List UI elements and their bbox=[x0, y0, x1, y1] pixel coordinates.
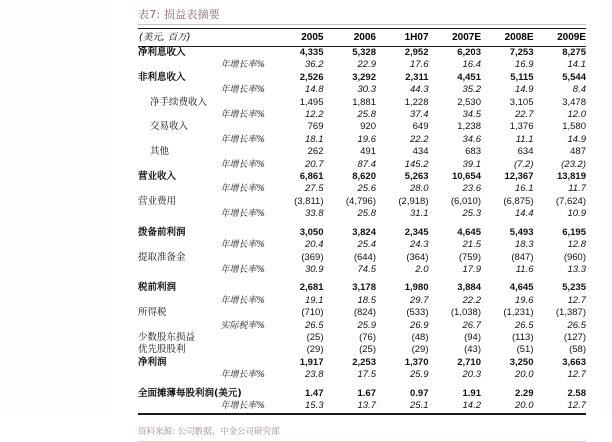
table-caption bbox=[110, 0, 602, 24]
row-subvalue: 39.1 bbox=[462, 158, 481, 170]
row-value: 1.91 bbox=[462, 387, 481, 399]
row-subvalue: 28.0 bbox=[410, 183, 429, 195]
row-value: (1,231) bbox=[503, 307, 534, 319]
row-subvalue: 19.6 bbox=[515, 294, 534, 306]
row-value: (6,875) bbox=[503, 195, 534, 207]
row-subvalue: 12.2 bbox=[305, 109, 324, 121]
row-subvalue: 74.5 bbox=[357, 263, 376, 275]
row-label: 其他 bbox=[150, 146, 170, 158]
row-value: 920 bbox=[360, 121, 376, 133]
row-subvalue: 22.7 bbox=[515, 109, 534, 121]
row-subvalue: 25.8 bbox=[357, 208, 376, 220]
row-subvalue: (7.2) bbox=[513, 158, 534, 170]
row-subvalue: 34.6 bbox=[462, 133, 481, 145]
row-subvalue: 26.5 bbox=[515, 319, 534, 331]
row-value: 1,495 bbox=[299, 96, 324, 108]
table-row bbox=[138, 171, 586, 183]
row-value: 2,952 bbox=[404, 47, 429, 58]
row-subvalue: 29.7 bbox=[410, 294, 429, 306]
column-header-2005: 2005 bbox=[271, 29, 324, 47]
row-value: 2,345 bbox=[404, 226, 429, 238]
table-subrow bbox=[138, 183, 586, 195]
table-subrow bbox=[138, 295, 586, 307]
table-caption-text: 表7: 损益表摘要 bbox=[138, 8, 221, 21]
source-note: 资料来源: 公司数据、中金公司研究部 bbox=[138, 426, 280, 437]
row-value: 5,493 bbox=[509, 226, 534, 238]
row-value: 0.97 bbox=[410, 387, 429, 399]
row-subvalue: 19.1 bbox=[305, 294, 324, 306]
row-value: (824) bbox=[353, 307, 376, 319]
row-value: 3,824 bbox=[352, 226, 376, 238]
row-label: 净利息收入 bbox=[138, 47, 186, 58]
row-label: 少数股东损益 bbox=[138, 331, 196, 343]
table-subrow bbox=[138, 264, 586, 276]
row-subvalue: 25.9 bbox=[410, 369, 429, 381]
row-value: 434 bbox=[412, 146, 429, 158]
row-subvalue: 26.9 bbox=[410, 319, 429, 331]
row-subvalue: 13.7 bbox=[357, 399, 376, 411]
row-subvalue: 17.5 bbox=[357, 369, 376, 381]
row-value: 2,526 bbox=[299, 71, 324, 83]
row-value: 1,376 bbox=[509, 121, 534, 133]
table-content-area bbox=[110, 0, 602, 437]
caption-divider bbox=[138, 24, 586, 25]
row-subvalue: 12.8 bbox=[567, 239, 586, 251]
row-value: 5,115 bbox=[510, 71, 534, 83]
row-value: (1,387) bbox=[555, 307, 586, 319]
row-subvalue: 22.2 bbox=[410, 133, 429, 145]
row-subvalue: 30.3 bbox=[357, 84, 376, 96]
row-value: 12,367 bbox=[504, 171, 534, 183]
row-sublabel: 实际税率% bbox=[220, 320, 265, 331]
row-value: (29) bbox=[411, 344, 429, 356]
table-row bbox=[138, 388, 586, 400]
row-value: 1,238 bbox=[457, 121, 481, 133]
row-subvalue: 20.7 bbox=[305, 158, 324, 170]
table-row bbox=[138, 332, 586, 344]
row-sublabel: 年增长率% bbox=[220, 85, 265, 96]
row-subvalue: 36.2 bbox=[305, 59, 324, 71]
row-label: 税前利润 bbox=[138, 282, 177, 294]
row-value: 1.47 bbox=[305, 387, 324, 399]
row-subvalue: 34.5 bbox=[462, 109, 481, 121]
row-label: 净手续费收入 bbox=[150, 96, 208, 108]
table-row bbox=[138, 47, 586, 60]
row-value: (364) bbox=[406, 251, 429, 263]
row-value: (3,811) bbox=[294, 195, 324, 207]
row-value: 4,451 bbox=[457, 71, 481, 83]
row-value: 2,311 bbox=[405, 71, 429, 83]
row-value: (76) bbox=[359, 331, 376, 343]
row-value: 8,275 bbox=[562, 47, 586, 58]
table-subrow bbox=[138, 369, 586, 381]
row-value: (759) bbox=[458, 251, 481, 263]
row-subvalue: 27.5 bbox=[305, 183, 324, 195]
row-subvalue: 13.3 bbox=[567, 263, 586, 275]
row-label: 交易收入 bbox=[150, 121, 189, 133]
row-sublabel: 年增长率% bbox=[220, 110, 265, 121]
row-subvalue: 31.1 bbox=[410, 208, 429, 220]
table-subrow bbox=[138, 84, 586, 96]
row-label: 优先股股利 bbox=[138, 344, 186, 356]
row-value: 1,370 bbox=[404, 356, 429, 368]
row-value: (710) bbox=[301, 307, 324, 319]
table-row bbox=[138, 357, 586, 369]
table-row bbox=[138, 282, 586, 294]
row-subvalue: 25.9 bbox=[357, 319, 376, 331]
table-row bbox=[138, 146, 586, 158]
row-value: 3,663 bbox=[562, 356, 586, 368]
row-sublabel: 年增长率% bbox=[220, 184, 265, 195]
row-value: (48) bbox=[411, 331, 429, 343]
row-value: 487 bbox=[570, 146, 586, 158]
row-label: 全面摊薄每股利润(美元) bbox=[138, 387, 242, 399]
row-value: 13,819 bbox=[556, 171, 586, 183]
row-subvalue: 14.1 bbox=[567, 59, 586, 71]
row-label: 提取准备金 bbox=[138, 251, 186, 263]
row-subvalue: 8.4 bbox=[572, 84, 586, 96]
table-row bbox=[138, 252, 586, 264]
row-subvalue: (23.2) bbox=[561, 158, 586, 170]
table-row bbox=[138, 196, 586, 208]
row-value: (43) bbox=[464, 344, 481, 356]
row-subvalue: 18.1 bbox=[305, 133, 324, 145]
column-header-2007e: 2007E bbox=[429, 29, 482, 47]
row-value: 10,654 bbox=[451, 171, 481, 183]
row-sublabel: 年增长率% bbox=[220, 295, 265, 306]
table-subrow bbox=[138, 59, 586, 71]
row-subvalue: 87.4 bbox=[357, 158, 376, 170]
row-value: (127) bbox=[563, 331, 586, 343]
table-subrow bbox=[138, 320, 586, 332]
row-subvalue: 17.9 bbox=[462, 263, 481, 275]
row-sublabel: 年增长率% bbox=[220, 400, 265, 411]
column-header-1h07: 1H07 bbox=[376, 29, 429, 47]
row-value: 2.58 bbox=[567, 387, 586, 399]
row-subvalue: 11.7 bbox=[568, 183, 586, 195]
row-subvalue: 37.4 bbox=[410, 109, 429, 121]
row-subvalue: 23.6 bbox=[462, 183, 481, 195]
row-subvalue: 44.3 bbox=[410, 84, 429, 96]
row-value: 5,544 bbox=[562, 71, 586, 83]
row-sublabel: 年增长率% bbox=[220, 370, 265, 381]
column-header-2008e: 2008E bbox=[481, 29, 534, 47]
row-subvalue: 16.9 bbox=[515, 59, 534, 71]
row-sublabel: 年增长率% bbox=[220, 60, 265, 71]
row-value: (369) bbox=[301, 251, 324, 263]
row-value: (29) bbox=[306, 344, 324, 356]
income-statement-table bbox=[138, 28, 586, 412]
row-subvalue: 18.5 bbox=[357, 294, 376, 306]
row-subvalue: 19.6 bbox=[357, 133, 376, 145]
row-value: 1,917 bbox=[299, 356, 324, 368]
row-value: 4,335 bbox=[299, 47, 324, 58]
row-sublabel: 年增长率% bbox=[220, 134, 265, 145]
row-value: 491 bbox=[360, 146, 376, 158]
row-subvalue: 20.0 bbox=[515, 369, 534, 381]
table-row bbox=[138, 121, 586, 133]
row-subvalue: 20.0 bbox=[515, 399, 534, 411]
row-value: (25) bbox=[306, 331, 324, 343]
row-subvalue: 26.5 bbox=[567, 319, 586, 331]
table-row bbox=[138, 344, 586, 356]
row-value: 2,530 bbox=[457, 96, 481, 108]
row-value: 2,681 bbox=[299, 282, 324, 294]
row-value: 1.67 bbox=[357, 387, 376, 399]
row-value: (113) bbox=[512, 331, 534, 343]
row-sublabel: 年增长率% bbox=[220, 209, 265, 220]
row-label: 净利润 bbox=[138, 356, 167, 368]
row-value: 262 bbox=[307, 146, 324, 158]
row-value: 2,710 bbox=[457, 356, 481, 368]
row-value: 3,292 bbox=[352, 71, 376, 83]
table-subrow bbox=[138, 239, 586, 251]
row-value: (644) bbox=[353, 251, 376, 263]
row-sublabel: 年增长率% bbox=[220, 264, 265, 275]
row-value: 6,195 bbox=[562, 226, 586, 238]
row-value: 3,105 bbox=[509, 96, 534, 108]
table-body bbox=[138, 47, 586, 413]
row-subvalue: 20.4 bbox=[305, 239, 324, 251]
row-subvalue: 14.4 bbox=[515, 208, 534, 220]
row-label: 营业收入 bbox=[138, 171, 177, 183]
row-subvalue: 16.4 bbox=[462, 59, 481, 71]
row-subvalue: 12.7 bbox=[567, 399, 586, 411]
row-value: 4,645 bbox=[457, 226, 481, 238]
row-subvalue: 12.0 bbox=[567, 109, 586, 121]
row-subvalue: 24.3 bbox=[410, 239, 429, 251]
table-subrow bbox=[138, 159, 586, 171]
row-label: 营业费用 bbox=[138, 195, 177, 207]
row-value: (960) bbox=[563, 251, 586, 263]
row-subvalue: 2.0 bbox=[415, 263, 429, 275]
table-header-row bbox=[138, 29, 586, 47]
row-label: 拨备前利润 bbox=[138, 226, 186, 238]
row-value: (51) bbox=[516, 344, 534, 356]
row-subvalue: 11.6 bbox=[515, 263, 534, 275]
row-value: 769 bbox=[307, 121, 324, 133]
table-subrow bbox=[138, 134, 586, 146]
row-subvalue: 18.3 bbox=[515, 239, 534, 251]
row-subvalue: 21.5 bbox=[462, 239, 481, 251]
row-subvalue: 26.7 bbox=[462, 319, 481, 331]
row-value: (25) bbox=[359, 344, 376, 356]
row-label: 所得税 bbox=[138, 307, 167, 319]
unit-header: (美元, 百万) bbox=[138, 29, 271, 47]
table-row bbox=[138, 227, 586, 239]
row-subvalue: 33.8 bbox=[305, 208, 324, 220]
row-subvalue: 20.3 bbox=[462, 369, 481, 381]
row-value: 3,050 bbox=[299, 226, 324, 238]
row-subvalue: 17.6 bbox=[410, 59, 429, 71]
row-subvalue: 25.6 bbox=[357, 183, 376, 195]
row-subvalue: 25.3 bbox=[462, 208, 481, 220]
row-value: 4,645 bbox=[509, 282, 534, 294]
row-subvalue: 145.2 bbox=[404, 158, 429, 170]
table-subrow bbox=[138, 109, 586, 121]
table-row bbox=[138, 97, 586, 109]
row-value: (94) bbox=[464, 331, 481, 343]
row-value: 2,253 bbox=[352, 356, 376, 368]
row-value: 3,250 bbox=[509, 356, 534, 368]
column-header-2006: 2006 bbox=[324, 29, 377, 47]
row-subvalue: 25.1 bbox=[410, 399, 429, 411]
row-subvalue: 23.8 bbox=[305, 369, 324, 381]
row-subvalue: 14.2 bbox=[462, 399, 481, 411]
table-row bbox=[138, 307, 586, 319]
row-subvalue: 14.9 bbox=[567, 133, 586, 145]
row-value: (2,918) bbox=[398, 195, 429, 207]
column-header-2009e: 2009E bbox=[534, 29, 587, 47]
row-value: 7,253 bbox=[509, 47, 534, 58]
row-value: 5,328 bbox=[352, 47, 376, 58]
row-value: 6,861 bbox=[299, 171, 324, 183]
row-subvalue: 12.7 bbox=[567, 369, 586, 381]
row-value: 6,203 bbox=[457, 47, 481, 58]
row-value: (847) bbox=[511, 251, 534, 263]
row-subvalue: 22.9 bbox=[357, 59, 376, 71]
row-subvalue: 14.8 bbox=[305, 84, 324, 96]
row-value: (6,010) bbox=[450, 195, 481, 207]
row-sublabel: 年增长率% bbox=[220, 240, 265, 251]
table-row bbox=[138, 72, 586, 84]
row-subvalue: 30.9 bbox=[305, 263, 324, 275]
row-value: (7,624) bbox=[555, 195, 586, 207]
row-value: 634 bbox=[517, 146, 534, 158]
row-subvalue: 16.1 bbox=[515, 183, 534, 195]
row-value: 1,580 bbox=[562, 121, 586, 133]
row-subvalue: 22.2 bbox=[462, 294, 481, 306]
row-value: 5,263 bbox=[404, 171, 429, 183]
row-value: 2.29 bbox=[515, 387, 534, 399]
row-subvalue: 25.4 bbox=[357, 239, 376, 251]
row-value: 3,478 bbox=[562, 96, 586, 108]
row-value: 1,881 bbox=[352, 96, 376, 108]
row-value: 5,235 bbox=[562, 282, 586, 294]
row-value: (533) bbox=[406, 307, 429, 319]
row-subvalue: 12.7 bbox=[567, 294, 586, 306]
row-value: (58) bbox=[569, 344, 586, 356]
row-value: (1,038) bbox=[450, 307, 481, 319]
row-sublabel: 年增长率% bbox=[220, 159, 265, 170]
row-value: 1,228 bbox=[404, 96, 429, 108]
row-label: 非利息收入 bbox=[138, 71, 186, 83]
table-subrow bbox=[138, 208, 586, 220]
row-subvalue: 15.3 bbox=[305, 399, 324, 411]
row-value: 3,178 bbox=[352, 282, 376, 294]
row-subvalue: 10.9 bbox=[567, 208, 586, 220]
row-value: 3,884 bbox=[457, 282, 481, 294]
row-value: 1,980 bbox=[404, 282, 429, 294]
row-subvalue: 25.8 bbox=[357, 109, 376, 121]
row-subvalue: 11.1 bbox=[515, 133, 534, 145]
row-value: 8,620 bbox=[352, 171, 376, 183]
row-subvalue: 35.2 bbox=[462, 84, 481, 96]
row-value: 683 bbox=[465, 146, 481, 158]
row-subvalue: 26.5 bbox=[305, 319, 324, 331]
row-subvalue: 14.9 bbox=[515, 84, 534, 96]
row-value: 649 bbox=[412, 121, 429, 133]
row-value: (4,796) bbox=[345, 195, 376, 207]
